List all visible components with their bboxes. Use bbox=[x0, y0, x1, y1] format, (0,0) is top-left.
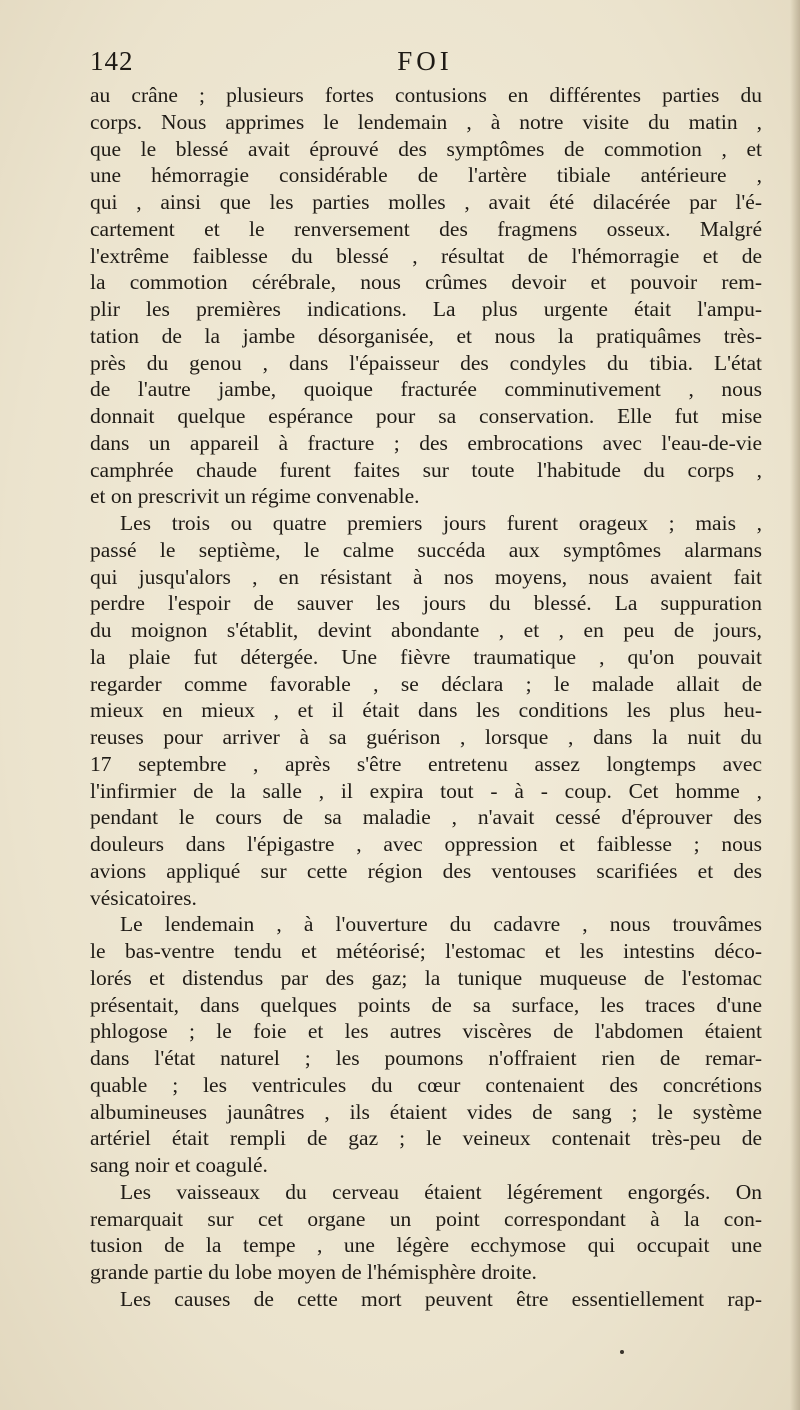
text-line: albumineuses jaunâtres , ils étaient vides de sang ; le système bbox=[90, 1099, 762, 1124]
page-header bbox=[90, 46, 760, 80]
text-line: pendant le cours de sa maladie , n'avait cessé d'éprouver des bbox=[90, 805, 762, 830]
text-line: lorés et distendus par des gaz; la tunique muqueuse de l'estomac bbox=[90, 965, 762, 990]
text-line: qui jusqu'alors , en résistant à nos moyens, nous avaient fait bbox=[90, 564, 762, 589]
text-line: vésicatoires. bbox=[90, 885, 197, 910]
text-line: remarquait sur cet organe un point correspondant à la con- bbox=[90, 1206, 762, 1231]
text-line: présentait, dans quelques points de sa surface, les traces d'une bbox=[90, 992, 762, 1017]
text-line: tation de la jambe désorganisée, et nous la pratiquâmes très- bbox=[90, 323, 762, 348]
text-line: Les causes de cette mort peuvent être essentiellement rap- bbox=[120, 1286, 762, 1311]
text-line: camphrée chaude furent faites sur toute l'habitude du corps , bbox=[90, 457, 762, 482]
running-head: FOI bbox=[397, 46, 453, 76]
text-line: Le lendemain , à l'ouverture du cadavre , nous trouvâmes bbox=[120, 912, 762, 937]
text-line: de l'autre jambe, quoique fracturée comminutivement , nous bbox=[90, 377, 762, 402]
text-line: tusion de la tempe , une légère ecchymose qui occupait une bbox=[90, 1233, 762, 1258]
text-line: grande partie du lobe moyen de l'hémisphère droite. bbox=[90, 1260, 537, 1284]
text-line: mieux en mieux , et il était dans les conditions les plus heu- bbox=[90, 698, 762, 723]
text-line: reuses pour arriver à sa guérison , lorsque , dans la nuit du bbox=[90, 725, 762, 749]
text-line: avions appliqué sur cette région des ventouses scarifiées et des bbox=[90, 858, 762, 883]
text-line: Les trois ou quatre premiers jours furent orageux ; mais , bbox=[120, 511, 762, 535]
text-line: l'extrême faiblesse du blessé , résultat de l'hémorragie et de bbox=[90, 243, 762, 268]
text-line: artériel était rempli de gaz ; le veineux contenait très-peu de bbox=[90, 1126, 762, 1151]
text-line: Les vaisseaux du cerveau étaient légérement engorgés. On bbox=[120, 1179, 762, 1204]
text-line: 17 septembre , après s'être entretenu assez longtemps avec bbox=[90, 751, 762, 776]
page-number: 142 bbox=[90, 46, 134, 76]
text-line: sang noir et coagulé. bbox=[90, 1153, 268, 1177]
text-line: cartement et le renversement des fragmens osseux. Malgré bbox=[90, 216, 762, 241]
ink-speck bbox=[620, 1350, 624, 1354]
text-line: du moignon s'établit, devint abondante , et , en peu de jours, bbox=[90, 618, 762, 642]
text-line: plir les premières indications. La plus urgente était l'ampu- bbox=[90, 297, 762, 321]
page-edge-shadow bbox=[790, 0, 800, 1410]
text-line: le bas-ventre tendu et météorisé; l'estomac et les intestins déco- bbox=[90, 939, 762, 963]
text-line: que le blessé avait éprouvé des symptômes de commotion , et bbox=[90, 136, 762, 161]
text-line: qui , ainsi que les parties molles , avait été dilacérée par l'é- bbox=[90, 190, 762, 214]
text-line: dans l'état naturel ; les poumons n'offraient rien de remar- bbox=[90, 1046, 762, 1070]
text-line: regarder comme favorable , se déclara ; le malade allait de bbox=[90, 671, 762, 696]
text-line: donnait quelque espérance pour sa conservation. Elle fut mise bbox=[90, 404, 762, 428]
body-text bbox=[90, 82, 762, 1313]
text-line: une hémorragie considérable de l'artère tibiale antérieure , bbox=[90, 163, 762, 188]
text-line: et on prescrivit un régime convenable. bbox=[90, 484, 420, 509]
text-line: perdre l'espoir de sauver les jours du blessé. La suppuration bbox=[90, 591, 762, 616]
text-line: près du genou , dans l'épaisseur des condyles du tibia. L'état bbox=[90, 350, 762, 375]
text-line: la commotion cérébrale, nous crûmes devoir et pouvoir rem- bbox=[90, 270, 762, 295]
text-line: dans un appareil à fracture ; des embrocations avec l'eau-de-vie bbox=[90, 430, 762, 455]
text-line: corps. Nous apprimes le lendemain , à notre visite du matin , bbox=[90, 109, 762, 134]
text-line: au crâne ; plusieurs fortes contusions en différentes parties du bbox=[90, 83, 762, 107]
text-line: douleurs dans l'épigastre , avec oppression et faiblesse ; nous bbox=[90, 832, 762, 856]
text-line: passé le septième, le calme succéda aux symptômes alarmans bbox=[90, 537, 762, 562]
text-line: quable ; les ventricules du cœur contenaient des concrétions bbox=[90, 1072, 762, 1097]
text-line: l'infirmier de la salle , il expira tout - à - coup. Cet homme , bbox=[90, 778, 762, 803]
text-line: phlogose ; le foie et les autres viscères de l'abdomen étaient bbox=[90, 1019, 762, 1044]
text-line: la plaie fut détergée. Une fièvre traumatique , qu'on pouvait bbox=[90, 644, 762, 669]
